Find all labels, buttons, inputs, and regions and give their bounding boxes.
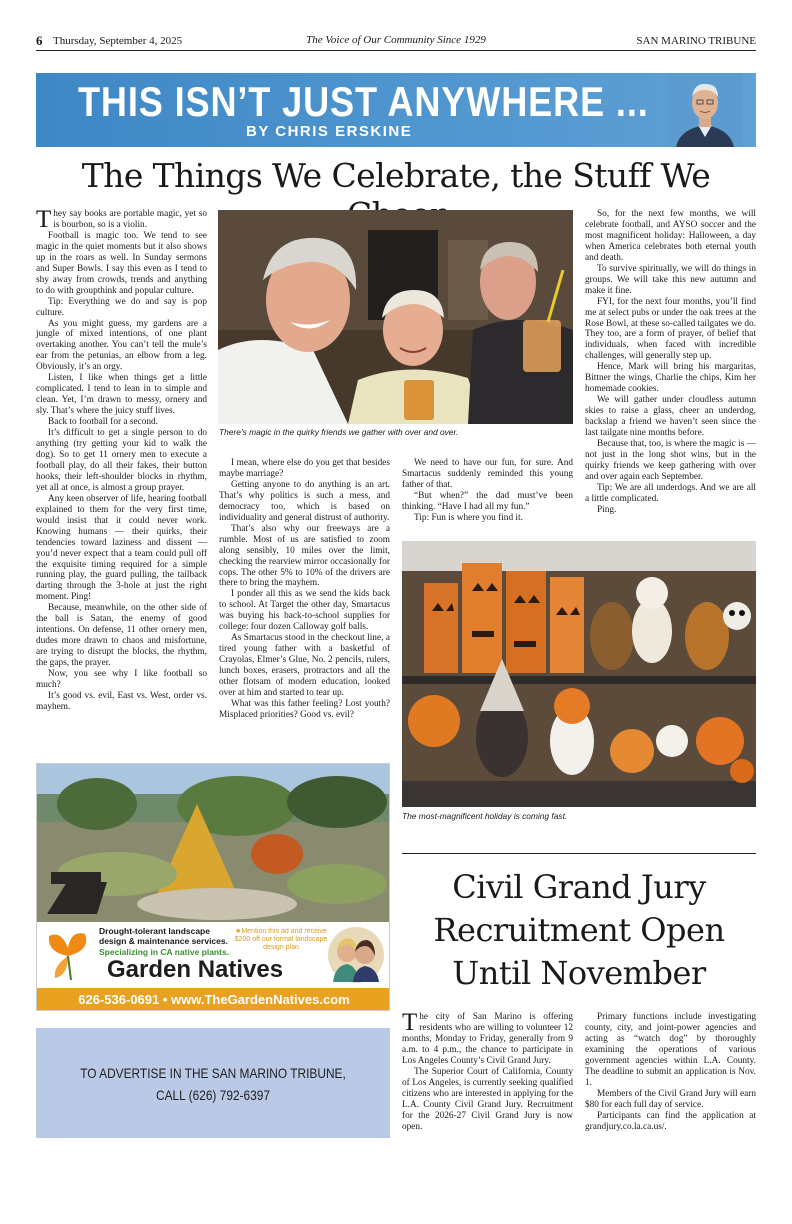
- advertise-house-ad[interactable]: [36, 1028, 390, 1138]
- article-paragraph: Hence, Mark will bring his margaritas, Bittner the wings, Charlie the chips, Kim her homemade cookies.: [585, 362, 756, 395]
- article-paragraph: As Smartacus stood in the checkout line, a tired young father with a basketful of Crayolas, Elmer’s Glue, No. 2 pencils, rulers, lunch boxes, erasers, protractors and all the other flotsam of modern education, looked over at him and started to tear up.: [219, 633, 390, 699]
- ad-service-line: Drought-tolerant landscape design & maintenance services.: [99, 926, 228, 946]
- article-paragraph: To survive spiritually, we will do things in groups. We will take this new autumn and make it fine.: [585, 263, 756, 296]
- article-paragraph: Listen, I like when things get a little complicated. I tend to lean in to simple and clean. Yet, I’m drawn to messy, ornery and sly. That’s where the juicy stuff lives.: [36, 373, 207, 417]
- article-paragraph: So, for the next few months, we will celebrate football, and AYSO soccer and the most magnificent holiday: Halloween, a day when America celebrates both eternal youth and death.: [585, 209, 756, 263]
- photo-caption: There’s magic in the quirky friends we gather with over and over.: [219, 427, 459, 437]
- article-column-4: [585, 209, 756, 516]
- article-column-3: [402, 458, 573, 524]
- issue-date: Thursday, September 4, 2025: [53, 35, 183, 47]
- article-paragraph: Back to football for a second.: [48, 417, 158, 428]
- house-ad-line-2: CALL (626) 792-6397: [155, 1087, 271, 1103]
- article-paragraph: I ponder all this as we send the kids back to school. At Target the other day, Smartacus was buying his back-to-school supplies for college: four dozen Calloway golf balls.: [219, 589, 390, 633]
- halloween-photo: [402, 541, 756, 807]
- author-photo: [668, 73, 742, 147]
- drop-cap: T: [402, 1009, 418, 1036]
- article-paragraph: Tip: Everything we do and say is pop culture.: [36, 296, 207, 318]
- ad-contact-bar[interactable]: 626-536-0691 • www.TheGardenNatives.com: [37, 988, 390, 1011]
- article-column-1: [36, 206, 207, 713]
- article-paragraph: That’s also why our freeways are a rumble. Most of us are satisfied to zoom along sensibly, 10 miles over the limit, checking the rearview mirror occasionally for cops. The other 5% to 10% of the drivers are there to bring the mayhem.: [219, 523, 390, 589]
- article-paragraph: What was this father feeling? Lost youth? Misplaced priorities? Good vs. evil?: [219, 698, 390, 720]
- article-paragraph: Getting anyone to do anything is an art. That’s why politics is such a mess, and democracy too, which is based on individuality and general distrust of authority.: [219, 479, 390, 523]
- article-paragraph: Primary functions include investigating county, city, and joint-power agencies and acting as “watch dog” by thoroughly examining the operations of various government agencies within L.A. County. The deadline to submit an application is Nov. 1.: [585, 1012, 756, 1088]
- page-header: [36, 33, 756, 51]
- article-paragraph: The Superior Court of California, County of Los Angeles, is currently seeking qualified citizens who are interested in applying for the L.A. County Civil Grand Jury. Recruitment for the 2026-27 Civil Grand Jury is now open.: [402, 1066, 573, 1132]
- garden-scene-image: [37, 764, 390, 922]
- paper-motto: The Voice of Our Community Since 1929: [306, 34, 486, 46]
- article-paragraph: Because, meanwhile, on the other side of the ball is Satan, the enemy of good intentions. On defense, 11 other ornery men, dudes more drawn to chaos and misfortune, are trying to disrupt the blocks, the rhythm, the gaps, the prayer.: [36, 603, 207, 669]
- page-number: 6: [36, 33, 43, 48]
- friends-photo: [218, 210, 573, 424]
- article-paragraph: Ping.: [597, 504, 617, 515]
- column-banner: [36, 73, 756, 147]
- garden-natives-ad[interactable]: [36, 763, 390, 1011]
- article-paragraph: It’s good vs. evil, East vs. West, order vs. mayhem.: [36, 690, 207, 712]
- jury-column-1: [402, 1009, 573, 1132]
- article-paragraph: Now, you see why I like football so much?: [36, 669, 207, 690]
- ad-brand-name: Garden Natives: [107, 956, 284, 983]
- photo-caption: The most-magnificent holiday is coming fast.: [402, 811, 568, 821]
- drop-cap: T: [36, 206, 52, 233]
- article-paragraph: We will gather under cloudless autumn skies to raise a glass, cheer an underdog, backslap a friend we haven’t seen since the last tailgate nine months before.: [585, 395, 756, 439]
- jury-headline: Civil Grand Jury Recruitment Open Until November: [433, 868, 725, 992]
- ad-text-panel: [37, 922, 390, 988]
- article-paragraph: Members of the Civil Grand Jury will earn $80 for each full day of service.: [585, 1088, 756, 1110]
- article-paragraph: “But when?” the dad must’ve been thinking. “Have I had all my fun.”: [402, 490, 573, 512]
- article-paragraph: Football is magic too. We tend to see magic in the quiet moments but it also shows up in the roars as well. In Sunday sermons and Super Bowls. I say this even as I tend to shy away from crowds, trends and anything to do with groupthink and popular culture.: [36, 230, 207, 296]
- article-paragraph: As you might guess, my gardens are a jungle of mixed intentions, of one plant overtaking another. You can’t tell the mule’s ear from the petunias, an elbow from a leg. Obviously, it’s an orgy.: [36, 318, 207, 373]
- ad-specialty: Specializing in CA native plants.: [99, 947, 230, 957]
- ad-offer: ★Mention this ad and receive $200 off our formal landscape design plan: [234, 928, 328, 951]
- article-column-2: [219, 458, 390, 721]
- article-headline: The Things We Celebrate, the Stuff We: [81, 156, 711, 195]
- article-paragraph: Any keen observer of life, hearing football explained to them for the very first time, would insist that it could never work. Knowing humans — their quirks, their tendencies toward laziness and dissent — you’d never expect that a team could pull off the exquisite timing required for a simple running play, the guard pulling, the tailback darting through the 3-hole at just the right moment. Ping!: [36, 493, 207, 603]
- paper-name: SAN MARINO TRIBUNE: [636, 35, 756, 47]
- banner-byline: BY CHRIS ERSKINE: [246, 123, 413, 140]
- house-ad-line-1: TO ADVERTISE IN THE SAN MARINO TRIBUNE,: [80, 1065, 346, 1081]
- article-paragraph: It’s difficult to get a single person to do anything (try getting your kid to walk the dog). So to get 11 ornery men to execute a football play, do all their fakes, their button hooks, their left-shoulder blocks in rhythm, yet all at once, is almost a group prayer.: [36, 428, 207, 493]
- banner-title: THIS ISN’T JUST ANYWHERE ...: [78, 78, 649, 125]
- article-paragraph: They say books are portable magic, yet so is bourbon, so is a violin.: [36, 206, 207, 233]
- jury-column-2: [585, 1012, 756, 1132]
- article-paragraph: Tip: We are all underdogs. And we are all a little complicated.: [585, 482, 756, 504]
- poppy-flower-icon: [41, 928, 95, 982]
- article-paragraph: I mean, where else do you get that besides maybe marriage?: [219, 458, 390, 479]
- article-paragraph: Participants can find the application at grandjury.co.la.ca.us/.: [585, 1110, 756, 1132]
- article-paragraph: Because that, too, is where the magic is — not just in the long shot wins, but in the quirky friends we keep gathering with over and over again each September.: [585, 439, 756, 482]
- article-paragraph: The city of San Marino is offering residents who are willing to volunteer 12 months, Monday to Friday, generally from 9 a.m. to 4 p.m., the chance to participate in Los Angeles County’s Civil Grand Jury.: [402, 1009, 573, 1066]
- article-paragraph: FYI, for the next four months, you’ll find me at select pubs or under the oak trees at the Rose Bowl, at these so-called tailgates we do. They too, are a form of prayer, of belief that individuals, when faced with incredible challenges, will generally step up.: [585, 296, 756, 362]
- article-paragraph: We need to have our fun, for sure. And Smartacus suddenly reminded this young father of that.: [402, 458, 573, 490]
- owners-photo: [327, 926, 385, 984]
- section-divider: [402, 853, 756, 854]
- article-paragraph: Tip: Fun is where you find it.: [414, 512, 523, 523]
